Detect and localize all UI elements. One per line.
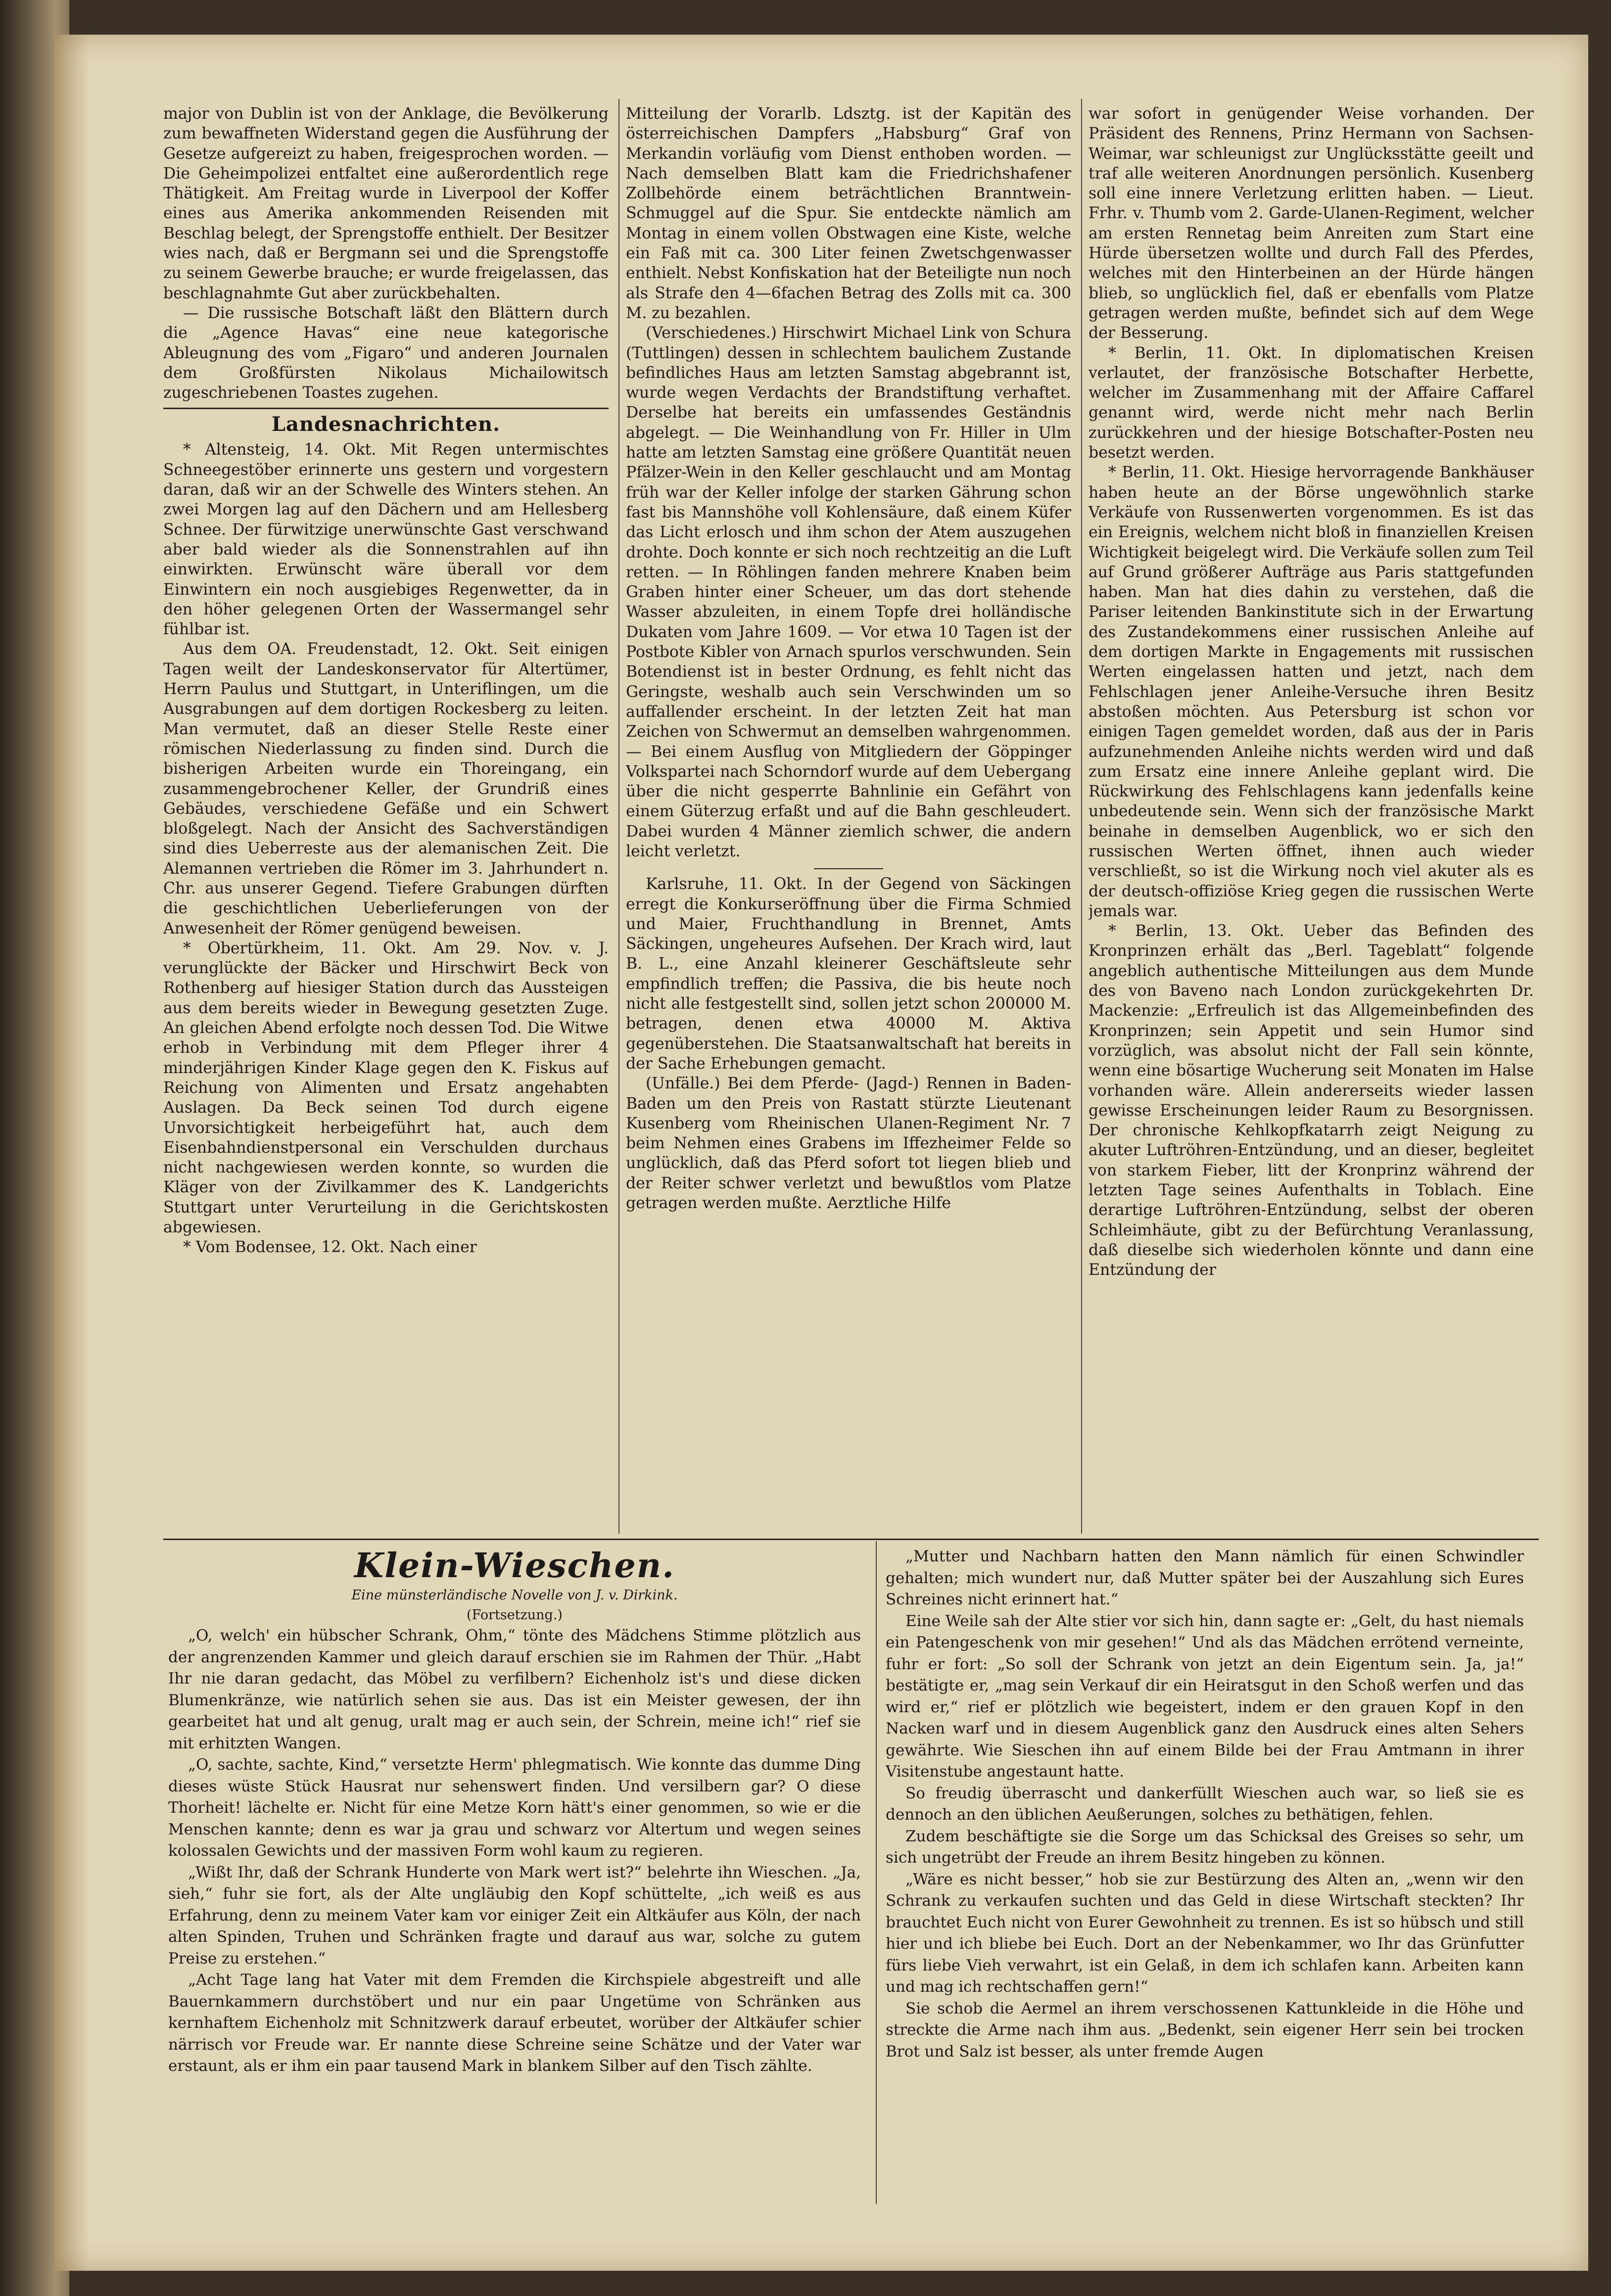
serial-paragraph: „Wißt Ihr, daß der Schrank Hunderte von Mark wert ist?“ belehrte ihn Wieschen. „Ja, sieh,“ fuhr sie fort, als der Alte ungläubig den Kopf schüttelte, „ich weiß es aus Erfahrung, denn zu meinem Vater kam vor einiger Zeit ein Altkäufer aus Köln, der nach alten Spinden, Truhen und Schränken fragte und darauf aus war, solche zu gutem Preise zu erstehen.“ [168, 1863, 861, 1968]
article-separator [814, 868, 883, 869]
newspaper-page [54, 35, 1588, 2271]
feuilleton-column-2 [886, 1546, 1524, 2204]
article-paragraph: * Berlin, 13. Okt. Ueber das Befinden des Kronprinzen erhält das „Berl. Tageblatt“ folgende angeblich authentische Mitteilungen aus dem Munde des von Baveno nach London zurückgekehrten Dr. Mackenzie: „Erfreulich ist das Allgemeinbefinden des Kronprinzen; sein Appetit und sein Humor sind vorzüglich, was absolut nicht der Fall sein könnte, wenn eine bösartige Wucherung seit Monaten im Halse vorhanden wäre. Allein andererseits wieder lassen gewisse Erscheinungen leider Raum zu Besorgnissen. Der chronische Kehlkopfkatarrh zeigt Neigung zu akuter Luftröhren-Entzündung, und an dieser, begleitet von starkem Fieber, litt der Kronprinz während der letzten Tage seines Aufenthalts in Toblach. Eine derartige Luftröhren-Entzündung, selbst der oberen Schleimhäute, gibt zu der Befürchtung Veranlassung, daß dieselbe sich wiederholen könnte und dann eine Entzündung der [1089, 922, 1534, 1279]
serial-paragraph: Sie schob die Aermel an ihrem verschossenen Kattunkleide in die Höhe und streckte die Arme nach ihm aus. „Bedenkt, sein eigener Herr sein bei trocken Brot und Salz ist besser, als unter fremde Augen [886, 1999, 1524, 2061]
feuilleton-divider [163, 1539, 1539, 1540]
serial-subtitle: Eine münsterländische Novelle von J. v. Dirkink. [351, 1588, 678, 1603]
article-paragraph: * Altensteig, 14. Okt. Mit Regen untermischtes Schneegestöber erinnerte uns gestern und vorgestern daran, daß wir an der Schwelle des Winters stehen. An zwei Morgen lag auf den Dächern und am Hellesberg Schnee. Der fürwitzige unerwünschte Gast verschwand aber bald wieder als die Sonnenstrahlen auf ihn einwirkten. Erwünscht wäre überall vor dem Einwintern ein noch ausgiebiges Regenwetter, da in den höher gelegenen Orten der Wassermangel sehr fühlbar ist. [163, 441, 609, 639]
news-column-3 [1089, 104, 1534, 1529]
serial-paragraph: „O, sachte, sachte, Kind,“ versetzte Herm' phlegmatisch. Wie konnte das dumme Ding dieses wüste Stück Hausrat nur sehenswert finden. Und versilbern gar? O diese Thorheit! lächelte er. Nicht für eine Metze Korn hätt's einer genommen, so wie er die Menschen kannte; denn es war ja grau und schwarz vor Altertum und wegen seines kolossalen Gewichts und der massiven Form wohl kaum zu regieren. [168, 1756, 861, 1860]
article-paragraph: * Obertürkheim, 11. Okt. Am 29. Nov. v. J. verunglückte der Bäcker und Hirschwirt Beck von Rothenberg auf hiesiger Station durch das Aussteigen aus dem bereits wieder in Bewegung gesetzten Zuge. An gleichen Abend erfolgte noch dessen Tod. Die Witwe erhob in Verbindung mit dem Pfleger ihrer 4 minderjährigen Kinder Klage gegen den K. Fiskus auf Reichung von Alimenten und Ersatz angehabten Auslagen. Da Beck seinen Tod durch eigene Unvorsichtigkeit herbeigeführt hat, auch dem Eisenbahndienstpersonal ein Verschulden durchaus nicht nachgewiesen werden konnte, so wurden die Kläger von der Zivilkammer des K. Landgerichts Stuttgart unter Verurteilung in die Gerichtskosten abgewiesen. [163, 939, 609, 1237]
serial-title: Klein-Wieschen. [354, 1546, 675, 1586]
article-paragraph: Karlsruhe, 11. Okt. In der Gegend von Säckingen erregt die Konkurseröffnung über die Firma Schmied und Maier, Fruchthandlung in Brennet, Amts Säckingen, ungeheures Aufsehen. Der Krach wird, laut B. L., eine Anzahl kleinerer Geschäftsleute sehr empfindlich treffen; die Passiva, die bis heute noch nicht alle festgestellt sind, sollen jetzt schon 200000 M. betragen, denen etwa 40000 M. Aktiva gegenüberstehen. Die Staatsanwaltschaft hat bereits in der Sache Erhebungen gemacht. [626, 875, 1071, 1073]
news-column-1 [163, 104, 609, 1529]
article-paragraph: — Die russische Botschaft läßt den Blättern durch die „Agence Havas“ eine neue kategorische Ableugnung des vom „Figaro“ und anderen Journalen dem Großfürsten Nikolaus Michailowitsch zugeschriebenen Toastes zugehen. [163, 304, 609, 402]
article-paragraph: (Verschiedenes.) Hirschwirt Michael Link von Schura (Tuttlingen) dessen in schlechtem baulichem Zustande befindliches Haus am letzten Samstag abgebrannt ist, wurde wegen Verdachts der Brandstiftung verhaftet. Derselbe hat bereits ein umfassendes Geständnis abgelegt. — Die Weinhandlung von Fr. Hiller in Ulm hatte am letzten Samstag eine größere Quantität neuen Pfälzer-Wein in den Keller geschlaucht und am Montag früh war der Keller infolge der starken Gährung schon fast bis Mannshöhe voll Kohlensäure, daß einem Küfer das Licht erlosch und ihm schon der Atem auszugehen drohte. Doch konnte er sich noch rechtzeitig an die Luft retten. — In Röhlingen fanden mehrere Knaben beim Graben hinter einer Scheuer, um das dort stehende Wasser abzuleiten, in einem Topfe drei holländische Dukaten vom Jahre 1609. — Vor etwa 10 Tagen ist der Postbote Kibler von Arnach spurlos verschwunden. Sein Botendienst ist in bester Ordnung, es fehlt nicht das Geringste, weshalb auch sein Verschwinden um so auffallender erscheint. In der letzten Zeit hat man Zeichen von Schwermut an demselben wahrgenommen. — Bei einem Ausflug von Mitgliedern der Göppinger Volkspartei nach Schorndorf wurde auf dem Uebergang über die nicht gesperrte Bahnlinie ein Gefährt von einem Güterzug erfaßt und auf die Bahn geschleudert. Dabei wurden 4 Männer ziemlich schwer, die andern leicht verletzt. [626, 324, 1071, 860]
serial-paragraph: „Acht Tage lang hat Vater mit dem Fremden die Kirchspiele abgestreift und alle Bauernkammern durchstöbert und nur ein paar Ungetüme von Schränken aus kernhaftem Eichenholz mit Schnitzwerk darauf erbeutet, worüber der Altkäufer schier närrisch vor Freude war. Er nannte diese Schreine seine Schätze und der Vater war erstaunt, als er ihm ein paar tausend Mark in blankem Silber auf den Tisch zählte. [168, 1971, 861, 2075]
page-edge-stain [54, 35, 89, 2271]
serial-paragraph: So freudig überrascht und dankerfüllt Wieschen auch war, so ließ sie es dennoch an den üblichen Aeußerungen, solches zu bethätigen, fehlen. [886, 1784, 1524, 1824]
serial-paragraph: „O, welch' ein hübscher Schrank, Ohm,“ tönte des Mädchens Stimme plötzlich aus der angrenzenden Kammer und gleich darauf erschien sie im Rahmen der Thür. „Habt Ihr nie daran gedacht, das Möbel zu verfilbern? Eichenholz ist's und diese dicken Blumenkränze, wie natürlich sehen sie aus. Das ist ein Meister gewesen, der ihn gearbeitet hat und alt genug, uralt mag er auch sein, der Schrein, meine ich!“ rief sie mit erhitzten Wangen. [168, 1627, 861, 1752]
article-paragraph: Aus dem OA. Freudenstadt, 12. Okt. Seit einigen Tagen weilt der Landeskonservator für Altertümer, Herrn Paulus und Stuttgart, in Unteriflingen, um die Ausgrabungen auf dem dortigen Rockesberg zu leiten. Man vermutet, daß an dieser Stelle Reste einer römischen Niederlassung zu finden sind. Durch die bisherigen Arbeiten wurde ein Thoreingang, ein zusammengebrochener Keller, der Grundriß eines Gebäudes, verschiedene Gefäße und ein Schwert bloßgelegt. Nach der Ansicht des Sachverständigen sind dies Ueberreste aus der alemanischen Zeit. Die Alemannen vertrieben die Römer im 3. Jahrhundert n. Chr. aus unserer Gegend. Tiefere Grabungen dürften die geschichtlichen Ueberlieferungen von der Anwesenheit der Römer genügend beweisen. [163, 640, 609, 937]
feuilleton-column-1 [168, 1546, 861, 2204]
article-paragraph: * Berlin, 11. Okt. Hiesige hervorragende Bankhäuser haben heute an der Börse ungewöhnlich starke Verkäufe von Russenwerten vorgenommen. Es ist das ein Ereignis, welchem nicht bloß in finanziellen Kreisen Wichtigkeit beigelegt wird. Die Verkäufe sollen zum Teil auf Grund größerer Aufträge aus Paris stattgefunden haben. Man hat dies dahin zu verstehen, daß die Pariser leitenden Bankinstitute sich in der Erwartung des Zustandekommens einer russischen Anleihe auf dem dortigen Markte in Engagements mit russischen Werten eingelassen hatten und jetzt, nach dem Fehlschlagen jener Anleihe-Versuche ihren Besitz abstoßen möchten. Aus Petersburg ist schon vor einigen Tagen gemeldet worden, daß aus der in Paris aufzunehmenden Anleihe nichts werden wird und daß zum Ersatz eine innere Anleihe geplant wird. Die Rückwirkung des Fehlschlagens kann jedenfalls keine unbedeutende sein. Wenn sich der französische Markt beinahe in demselben Augenblick, wo er sich den russischen Werten öffnet, ihnen auch wieder verschließt, so ist die Wirkung noch viel akuter als es der deutsch-offiziöse Krieg gegen die russischen Werte jemals war. [1089, 464, 1534, 920]
article-paragraph: major von Dublin ist von der Anklage, die Bevölkerung zum bewaffneten Widerstand gegen die Ausführung der Gesetze aufgereizt zu haben, freigesprochen worden. — Die Geheimpolizei entfaltet eine außerordentlich rege Thätigkeit. Am Freitag wurde in Liverpool der Koffer eines aus Amerika ankommenden Reisenden mit Beschlag belegt, der Sprengstoffe enthielt. Der Besitzer wies nach, daß er Bergmann sei und die Sprengstoffe zu seinem Gewerbe brauche; er wurde freigelassen, das beschlagnahmte Gut aber zurückbehalten. [163, 105, 609, 302]
serial-continuation-note: (Fortsetzung.) [467, 1607, 563, 1623]
article-paragraph: * Vom Bodensee, 12. Okt. Nach einer [183, 1238, 477, 1257]
article-paragraph: war sofort in genügender Weise vorhanden. Der Präsident des Rennens, Prinz Hermann von Sachsen-Weimar, war schleunigst zur Unglücksstätte geeilt und traf alle weiteren Anordnungen persönlich. Kusenberg soll eine innere Verletzung erlitten haben. — Lieut. Frhr. v. Thumb vom 2. Garde-Ulanen-Regiment, welcher am ersten Rennetag beim Anreiten zum Start eine Hürde übersetzen wollte und durch Fall des Pferdes, welches mit den Hinterbeinen an der Hürde hängen blieb, so unglücklich fiel, daß er ebenfalls vom Platze getragen werden mußte, befindet sich auf dem Wege der Besserung. [1089, 105, 1534, 342]
column-rule [1081, 99, 1082, 1534]
serial-paragraph: Zudem beschäftigte sie die Sorge um das Schicksal des Greises so sehr, um sich ungetrübt der Freude an ihrem Besitz hingeben zu können. [886, 1827, 1524, 1867]
column-rule [876, 1541, 877, 2204]
article-paragraph: Mitteilung der Vorarlb. Ldsztg. ist der Kapitän des österreichischen Dampfers „Habsburg“ Graf von Merkandin vorläufig vom Dienst enthoben worden. — Nach demselben Blatt kam die Friedrichshafener Zollbehörde einem beträchtlichen Branntwein-Schmuggel auf die Spur. Sie entdeckte nämlich am Montag in einem vollen Obstwagen eine Kiste, welche ein Faß mit ca. 300 Liter feinen Zwetschgenwasser enthielt. Nebst Konfiskation hat der Beteiligte nun noch als Strafe den 4—6fachen Betrag des Zolls mit ca. 300 M. zu bezahlen. [626, 105, 1071, 322]
serial-paragraph: „Wäre es nicht besser,“ hob sie zur Bestürzung des Alten an, „wenn wir den Schrank zu verkaufen suchten und das Geld in diese Wirtschaft steckten? Ihr brauchtet Euch nicht von Eurer Gewohnheit zu trennen. Es ist so hübsch und still hier und ich bliebe bei Euch. Dort an der Nebenkammer, wo Ihr das Grünfutter fürs liebe Vieh verwahrt, ist ein Gelaß, in dem ich schlafen kann. Arbeiten kann und mag ich rechtschaffen gern!“ [886, 1870, 1524, 1996]
section-heading: Landesnachrichten. [163, 408, 609, 438]
serial-paragraph: „Mutter und Nachbarn hatten den Mann nämlich für einen Schwindler gehalten; mich wundert nur, daß Mutter später bei der Auszahlung sich Eures Schreines nicht erinnert hat.“ [886, 1547, 1524, 1608]
article-paragraph: (Unfälle.) Bei dem Pferde- (Jagd-) Rennen in Baden-Baden um den Preis von Rastatt stürzte Lieutenant Kusenberg vom Rheinischen Ulanen-Regiment Nr. 7 beim Nehmen eines Grabens im Iffezheimer Felde so unglücklich, daß das Pferd sofort tot liegen blieb und der Reiter schwer verletzt und bewußtlos vom Platze getragen werden mußte. Aerztliche Hilfe [626, 1075, 1071, 1213]
serial-paragraph: Eine Weile sah der Alte stier vor sich hin, dann sagte er: „Gelt, du hast niemals ein Patengeschenk von mir gesehen!“ Und als das Mädchen errötend verneinte, fuhr er fort: „So soll der Schrank von jetzt an dein Eigentum sein. Ja, ja!“ bestätigte er, „mag sein Verkauf dir ein Heiratsgut in den Schoß werfen und das wird er,“ rief er plötzlich wie begeistert, indem er den grauen Kopf in den Nacken warf und in diesem Augenblick ganz den Ausdruck eines alten Sehers gewährte. Wie Sieschen ihn auf einem Bilde bei der Frau Amtmann in ihrer Visitenstube angestaunt hatte. [886, 1612, 1524, 1781]
column-rule [618, 99, 619, 1534]
news-column-2 [626, 104, 1071, 1529]
article-paragraph: * Berlin, 11. Okt. In diplomatischen Kreisen verlautet, der französische Botschafter Herbette, welcher im Zusammenhang mit der Affaire Caffarel genannt wird, werde nicht mehr nach Berlin zurückkehren und der hiesige Botschafter-Posten neu besetzt werden. [1089, 344, 1534, 462]
